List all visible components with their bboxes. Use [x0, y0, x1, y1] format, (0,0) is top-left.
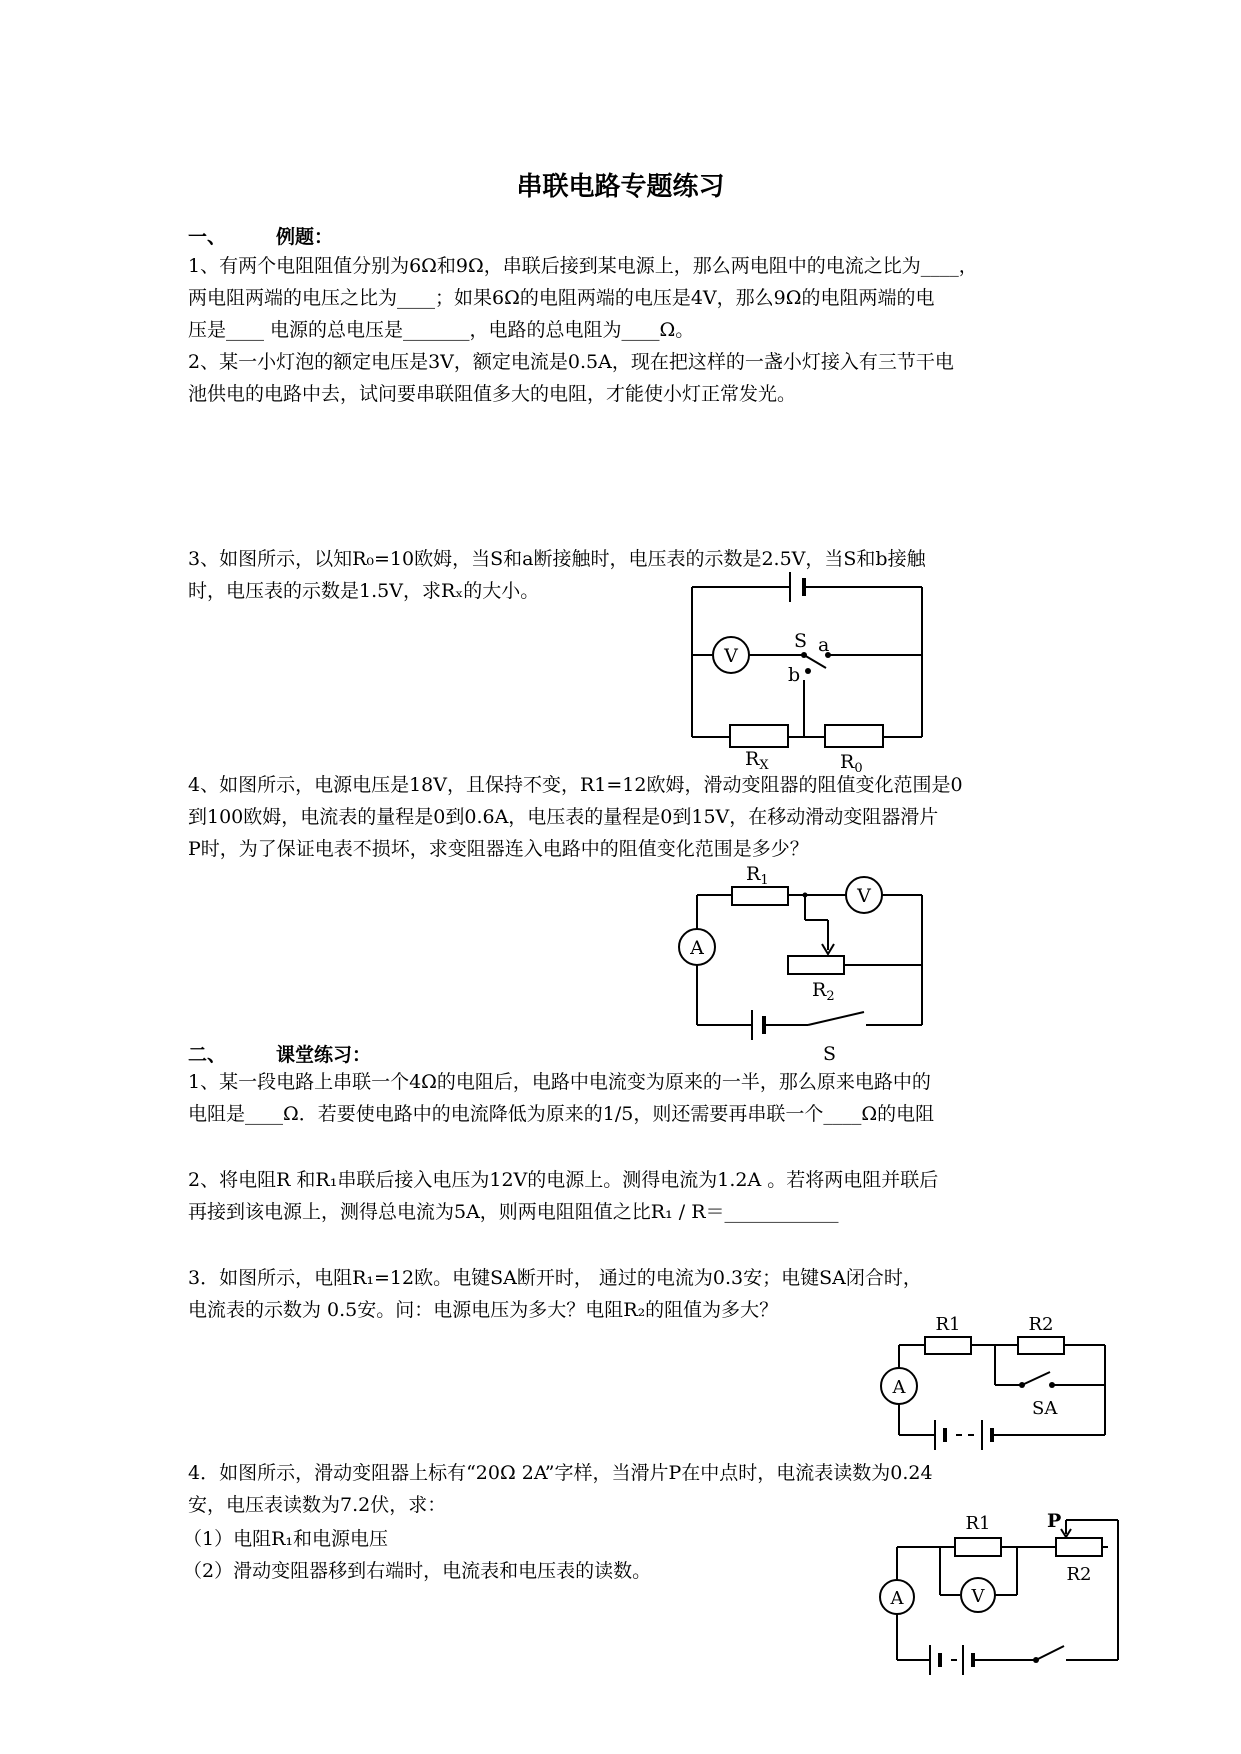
p3-line1: 3．如图所示，电阻R₁=12欧。电键SA断开时， 通过的电流为0.3安；电键SA闭合时， — [188, 1267, 922, 1289]
slider-p-label: P — [1047, 1510, 1062, 1532]
r2-label: R2 — [1028, 1314, 1054, 1335]
contact-a-label: a — [818, 634, 830, 656]
q3-line2: 时，电压表的示数是1.5V，求Rₓ的大小。 — [188, 580, 540, 602]
r2-label: $R_2$ — [812, 979, 835, 1004]
p1-line2: 电阻是____Ω．若要使电路中的电流降低为原来的1/5，则还需要再串联一个____Ω的电阻 — [188, 1103, 935, 1125]
q1-line1: 1、有两个电阻阻值分别为6Ω和9Ω，串联后接到某电源上，那么两电阻中的电流之比为____， — [188, 255, 978, 277]
r1-label: R1 — [935, 1314, 961, 1335]
r1-label: $R_1$ — [746, 863, 769, 888]
p1-line1: 1、某一段电路上串联一个4Ω的电阻后，电路中电流变为原来的一半，那么原来电路中的 — [188, 1071, 931, 1093]
ammeter-label: A — [690, 937, 704, 959]
contact-b-label: b — [788, 664, 801, 686]
voltmeter-label: V — [724, 645, 738, 667]
rx-label: $R_X$ — [745, 748, 769, 773]
switch-label: S — [794, 630, 808, 652]
p2-line2: 再接到该电源上，测得总电流为5A，则两电阻阻值之比R₁ / R＝____________ — [188, 1201, 839, 1223]
section2-label: 课堂练习： — [276, 1044, 372, 1066]
r1-label: R1 — [965, 1513, 991, 1534]
r2-label: R2 — [1066, 1564, 1092, 1585]
q2-line1: 2、某一小灯泡的额定电压是3V，额定电流是0.5A，现在把这样的一盏小灯接入有三节干电 — [188, 351, 954, 373]
voltmeter-label: V — [971, 1586, 985, 1607]
q1-line3: 压是____ 电源的总电压是_______，电路的总电阻为____Ω。 — [188, 319, 695, 341]
q3-line1: 3、如图所示，以知R₀=10欧姆，当S和a断接触时，电压表的示数是2.5V，当S和b接触 — [188, 548, 926, 570]
p3-line2: 电流表的示数为 0.5安。问：电源电压为多大？电阻R₂的阻值为多大？ — [188, 1299, 779, 1321]
switch-sa-label: SA — [1032, 1398, 1058, 1419]
q1-line2: 两电阻两端的电压之比为____；如果6Ω的电阻两端的电压是4V，那么9Ω的电阻两端的电 — [188, 287, 935, 309]
q4-line1: 4、如图所示，电源电压是18V，且保持不变，R1=12欧姆，滑动变阻器的阻值变化范围是0 — [188, 774, 963, 796]
voltmeter-label: V — [857, 885, 871, 907]
page-title: 串联电路专题练习 — [516, 172, 725, 202]
ammeter-label: A — [890, 1588, 904, 1609]
p4-line3: （1）电阻R₁和电源电压 — [183, 1528, 389, 1550]
ammeter-label: A — [892, 1377, 906, 1398]
section1-label: 例题： — [276, 226, 334, 248]
p2-line1: 2、将电阻R 和R₁串联后接入电压为12V的电源上。测得电流为1.2A 。若将两电阻并联后 — [188, 1169, 939, 1191]
p4-line1: 4．如图所示，滑动变阻器上标有“20Ω 2A”字样，当滑片P在中点时，电流表读数为0.24 — [188, 1462, 933, 1484]
section2-number: 二、 — [188, 1044, 227, 1066]
q4-line3: P时，为了保证电表不损坏，求变阻器连入电路中的阻值变化范围是多少？ — [188, 838, 809, 860]
p4-line4: （2）滑动变阻器移到右端时，电流表和电压表的读数。 — [183, 1560, 652, 1582]
q2-line2: 池供电的电路中去，试问要串联阻值多大的电阻，才能使小灯正常发光。 — [188, 383, 797, 405]
p4-line2: 安，电压表读数为7.2伏，求： — [188, 1494, 447, 1516]
switch-label: S — [823, 1043, 837, 1065]
r0-label: $R_0$ — [840, 751, 863, 776]
q4-line2: 到100欧姆，电流表的量程是0到0.6A，电压表的量程是0到15V，在移动滑动变阻器滑片 — [188, 806, 939, 828]
section1-number: 一、 — [188, 226, 227, 248]
